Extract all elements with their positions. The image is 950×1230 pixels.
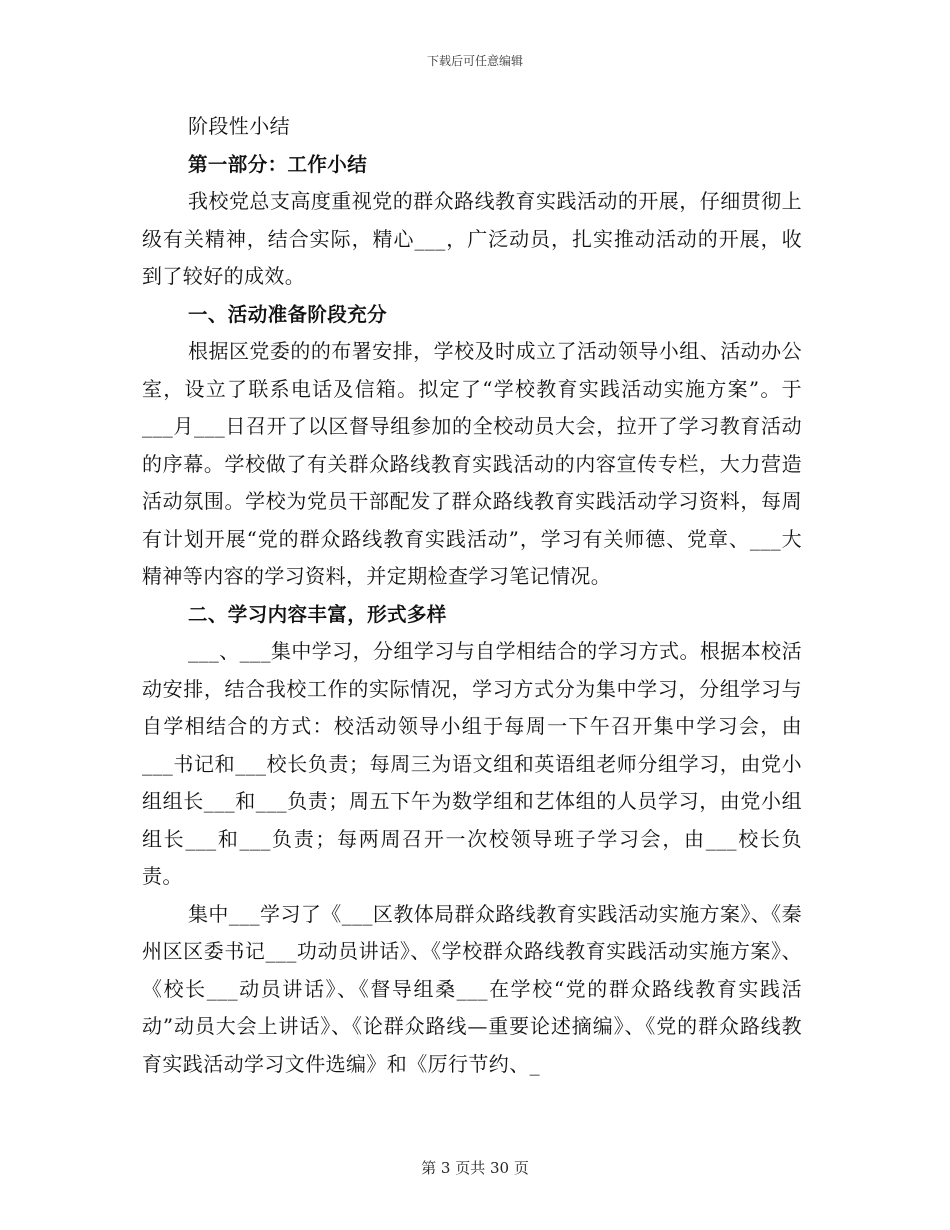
section-heading-1: 一、活动准备阶段充分 [188, 302, 388, 326]
paragraph-study-format: ___、___集中学习，分组学习与自学相结合的学习方式。根据本校活动安排，结合我校工作的实际情况，学习方式分为集中学习，分组学习与自学相结合的方式：校活动领导小组于每周一下午召开集中学习会，由___书记和___校长负责；每周三为语文组和英语组老师分组学习，由党小组组长___和___负责；周五下午为数学组和艺体组的人员学习，由党小组组长___和___负责；每两周召开一次校领导班子学习会，由___校长负责。 [142, 639, 802, 888]
part-heading: 第一部分：工作小结 [188, 152, 368, 176]
page-footer: 第 3 页共 30 页 [421, 1159, 529, 1177]
paragraph-study-content: 集中___学习了《___区教体局群众路线教育实践活动实施方案》、《秦州区区委书记___功动员讲话》、《学校群众路线教育实践活动实施方案》、《校长___动员讲话》、《督导组桑___在学校“党的群众路线教育实践活动”动员大会上讲话》、《论群众路线—重要论述摘编》、《党的群众路线教育实践活动学习文件选编》和《厉行节约、_ [142, 901, 802, 1076]
paragraph-preparation: 根据区党委的的布署安排，学校及时成立了活动领导小组、活动办公室，设立了联系电话及信箱。拟定了“学校教育实践活动实施方案”。于___月___日召开了以区督导组参加的全校动员大会，拉开了学习教育活动的序幕。学校做了有关群众路线教育实践活动的内容宣传专栏，大力营造活动氛围。学校为党员干部配发了群众路线教育实践活动学习资料，每周有计划开展“党的群众路线教育实践活动”，学习有关师德、党章、___大精神等内容的学习资料，并定期检查学习笔记情况。 [142, 339, 802, 588]
intro-paragraph: 我校党总支高度重视党的群众路线教育实践活动的开展，仔细贯彻上级有关精神，结合实际，精心___，广泛动员，扎实推动活动的开展，收到了较好的成效。 [142, 189, 802, 288]
section-label: 阶段性小结 [188, 114, 290, 138]
page-header: 下载后可任意编辑 [426, 54, 523, 68]
section-heading-2: 二、学习内容丰富，形式多样 [188, 602, 447, 626]
document-body [142, 108, 802, 1083]
